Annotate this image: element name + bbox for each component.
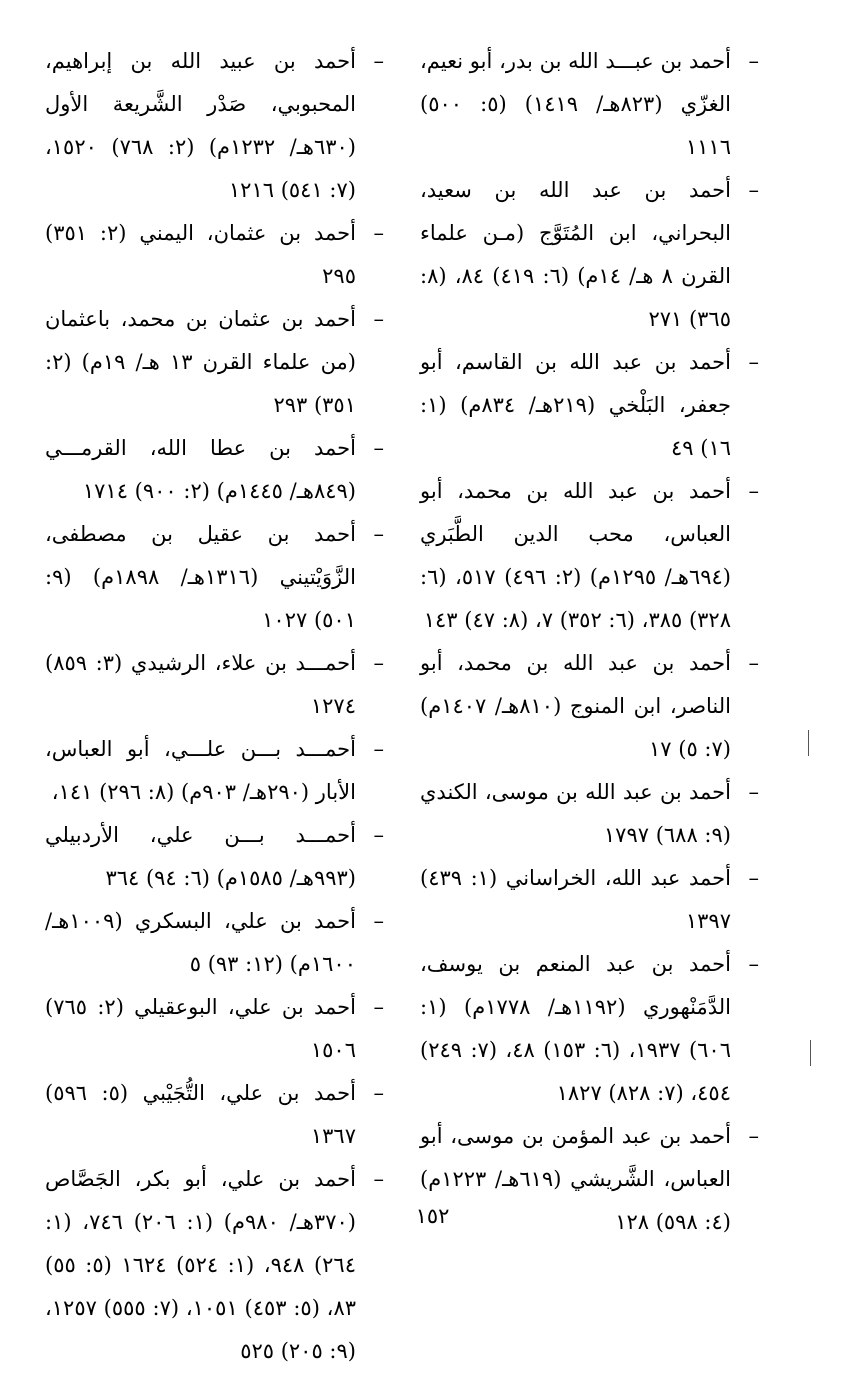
entry-text: أحمد بن عبد الله بن محمد، أبو الناصر، ابن المنوج (٨١٠هـ/ ١٤٠٧م) (٧: ٥) ١٧ (420, 651, 731, 761)
entry-dash: – (373, 1081, 384, 1105)
entry-dash: – (373, 651, 384, 675)
index-entry (420, 642, 759, 771)
entry-text: أحمد بن علي، التُّجَيْبي (٥: ٥٩٦) ١٣٦٧ (45, 1081, 356, 1148)
entry-text: أحمد بن عثمان بن محمد، باعثمان (من علماء القرن ١٣ هـ/ ١٩م) (٢: ٣٥١) ٢٩٣ (45, 307, 356, 417)
index-entry (420, 857, 759, 943)
index-entry (45, 1072, 384, 1158)
entry-text: أحمـــد بن علاء، الرشيدي (٣: ٨٥٩) ١٢٧٤ (45, 651, 356, 718)
index-entry (45, 40, 384, 212)
index-entry (45, 900, 384, 986)
entry-dash: – (748, 952, 759, 976)
entry-dash: – (373, 909, 384, 933)
index-entry (45, 298, 384, 427)
entry-text: أحمـــد بـــن علي، الأردبيلي (٩٩٣هـ/ ١٥٨٥م) (٦: ٩٤) ٣٦٤ (45, 823, 356, 890)
entry-text: أحمد بن عثمان، اليمني (٢: ٣٥١) ٢٩٥ (45, 221, 356, 288)
entry-text: أحمد بن عبـــد الله بن بدر، أبو نعيم، الغزّي (٨٢٣هـ/ ١٤١٩) (٥: ٥٠٠) ١١١٦ (420, 49, 731, 159)
entry-text: أحمد بن عبد الله بن سعيد، البحراني، ابن المُتَوَّج (مـن علماء القرن ٨ هـ/ ١٤م) (٦: ٤١٩) ٨٤، (٨: ٣٦٥) ٢٧١ (420, 178, 731, 331)
entry-dash: – (373, 221, 384, 245)
entry-dash: – (748, 1124, 759, 1148)
index-entry (45, 427, 384, 513)
entry-dash: – (748, 479, 759, 503)
index-entry (420, 943, 759, 1115)
entry-dash: – (748, 178, 759, 202)
entry-dash: – (373, 307, 384, 331)
index-entry (45, 728, 384, 814)
entry-text: أحمد بن عبد الله بن محمد، أبو العباس، محب الدين الطَّبَري (٦٩٤هـ/ ١٢٩٥م) (٢: ٤٩٦) ٥١٧، (٦: ٣٢٨) ٣٨٥، (٦: ٣٥٢) ٧، (٨: ٤٧) ١٤٣ (420, 479, 731, 632)
index-entry (420, 40, 759, 169)
scan-mark (810, 1040, 811, 1066)
entry-text: أحمد بن عقيل بن مصطفى، الزَّوَيْتيني (١٣١٦هـ/ ١٨٩٨م) (٩: ٥٠١) ١٠٢٧ (45, 522, 356, 632)
index-entry (420, 771, 759, 857)
entry-dash: – (373, 436, 384, 460)
left-column (45, 40, 384, 1373)
entry-dash: – (373, 995, 384, 1019)
entry-text: أحمد بن عبد الله بن موسى، الكندي (٩: ٦٨٨) ١٧٩٧ (420, 780, 731, 847)
entry-dash: – (373, 49, 384, 73)
entry-dash: – (748, 866, 759, 890)
entry-dash: – (748, 780, 759, 804)
index-entry (45, 814, 384, 900)
scan-mark (808, 730, 809, 756)
entry-text: أحمد بن عبد المنعم بن يوسف، الدَّمَنْهوري (١١٩٢هـ/ ١٧٧٨م) (١: ٦٠٦) ١٩٣٧، (٦: ١٥٣) ٤٨، (٧: ٢٤٩) ٤٥٤، (٧: ٨٢٨) ١٨٢٧ (420, 952, 731, 1105)
entry-dash: – (373, 522, 384, 546)
index-entry (45, 212, 384, 298)
index-entry (420, 169, 759, 341)
entry-text: أحمد بن عبد الله بن القاسم، أبو جعفر، البَلْخي (٢١٩هـ/ ٨٣٤م) (١: ١٦) ٤٩ (420, 350, 731, 460)
index-entry (45, 642, 384, 728)
index-entry (45, 513, 384, 642)
entry-dash: – (748, 350, 759, 374)
entry-text: أحمد بن عبد المؤمن بن موسى، أبو العباس، الشَّريشي (٦١٩هـ/ ١٢٢٣م) (٤: ٥٩٨) ١٢٨ (420, 1124, 731, 1234)
entry-text: أحمد بن عطا الله، القرمـــي (٨٤٩هـ/ ١٤٤٥م) (٢: ٩٠٠) ١٧١٤ (45, 436, 356, 503)
entry-text: أحمد بن علي، أبو بكر، الجَصَّاص (٣٧٠هـ/ ٩٨٠م) (١: ٢٠٦) ٧٤٦، (١: ٢٦٤) ٩٤٨، (١: ٥٢٤) ١٦٢٤ (٥: ٥٥) ٨٣، (٥: ٤٥٣) ١٠٥١، (٧: ٥٥٥) ١٢٥٧، (٩: ٢٠٥) ٥٢٥ (45, 1167, 356, 1363)
page-number: ١٥٢ (415, 1204, 450, 1228)
entry-dash: – (373, 1167, 384, 1191)
index-entry (420, 341, 759, 470)
index-entry (420, 470, 759, 642)
entry-text: أحمد بن عبيد الله بن إبراهيم، المحبوبي، صَدْر الشَّريعة الأول (٦٣٠هـ/ ١٢٣٢م) (٢: ٧٦٨) ١٥٢٠، (٧: ٥٤١) ١٢١٦ (45, 49, 356, 202)
entry-text: أحمـــد بـــن علـــي، أبو العباس، الأبار (٢٩٠هـ/ ٩٠٣م) (٨: ٢٩٦) ١٤١، (45, 737, 356, 804)
entry-text: أحمد عبد الله، الخراساني (١: ٤٣٩) ١٣٩٧ (420, 866, 731, 933)
entry-text: أحمد بن علي، البوعقيلي (٢: ٧٦٥) ١٥٠٦ (45, 995, 356, 1062)
entry-dash: – (373, 823, 384, 847)
entry-dash: – (748, 49, 759, 73)
index-entry (45, 1158, 384, 1373)
index-entry (45, 986, 384, 1072)
right-column (420, 40, 759, 1244)
entry-text: أحمد بن علي، البسكري (١٠٠٩هـ/ ١٦٠٠م) (١٢: ٩٣) ٥ (45, 909, 356, 976)
entry-dash: – (748, 651, 759, 675)
entry-dash: – (373, 737, 384, 761)
